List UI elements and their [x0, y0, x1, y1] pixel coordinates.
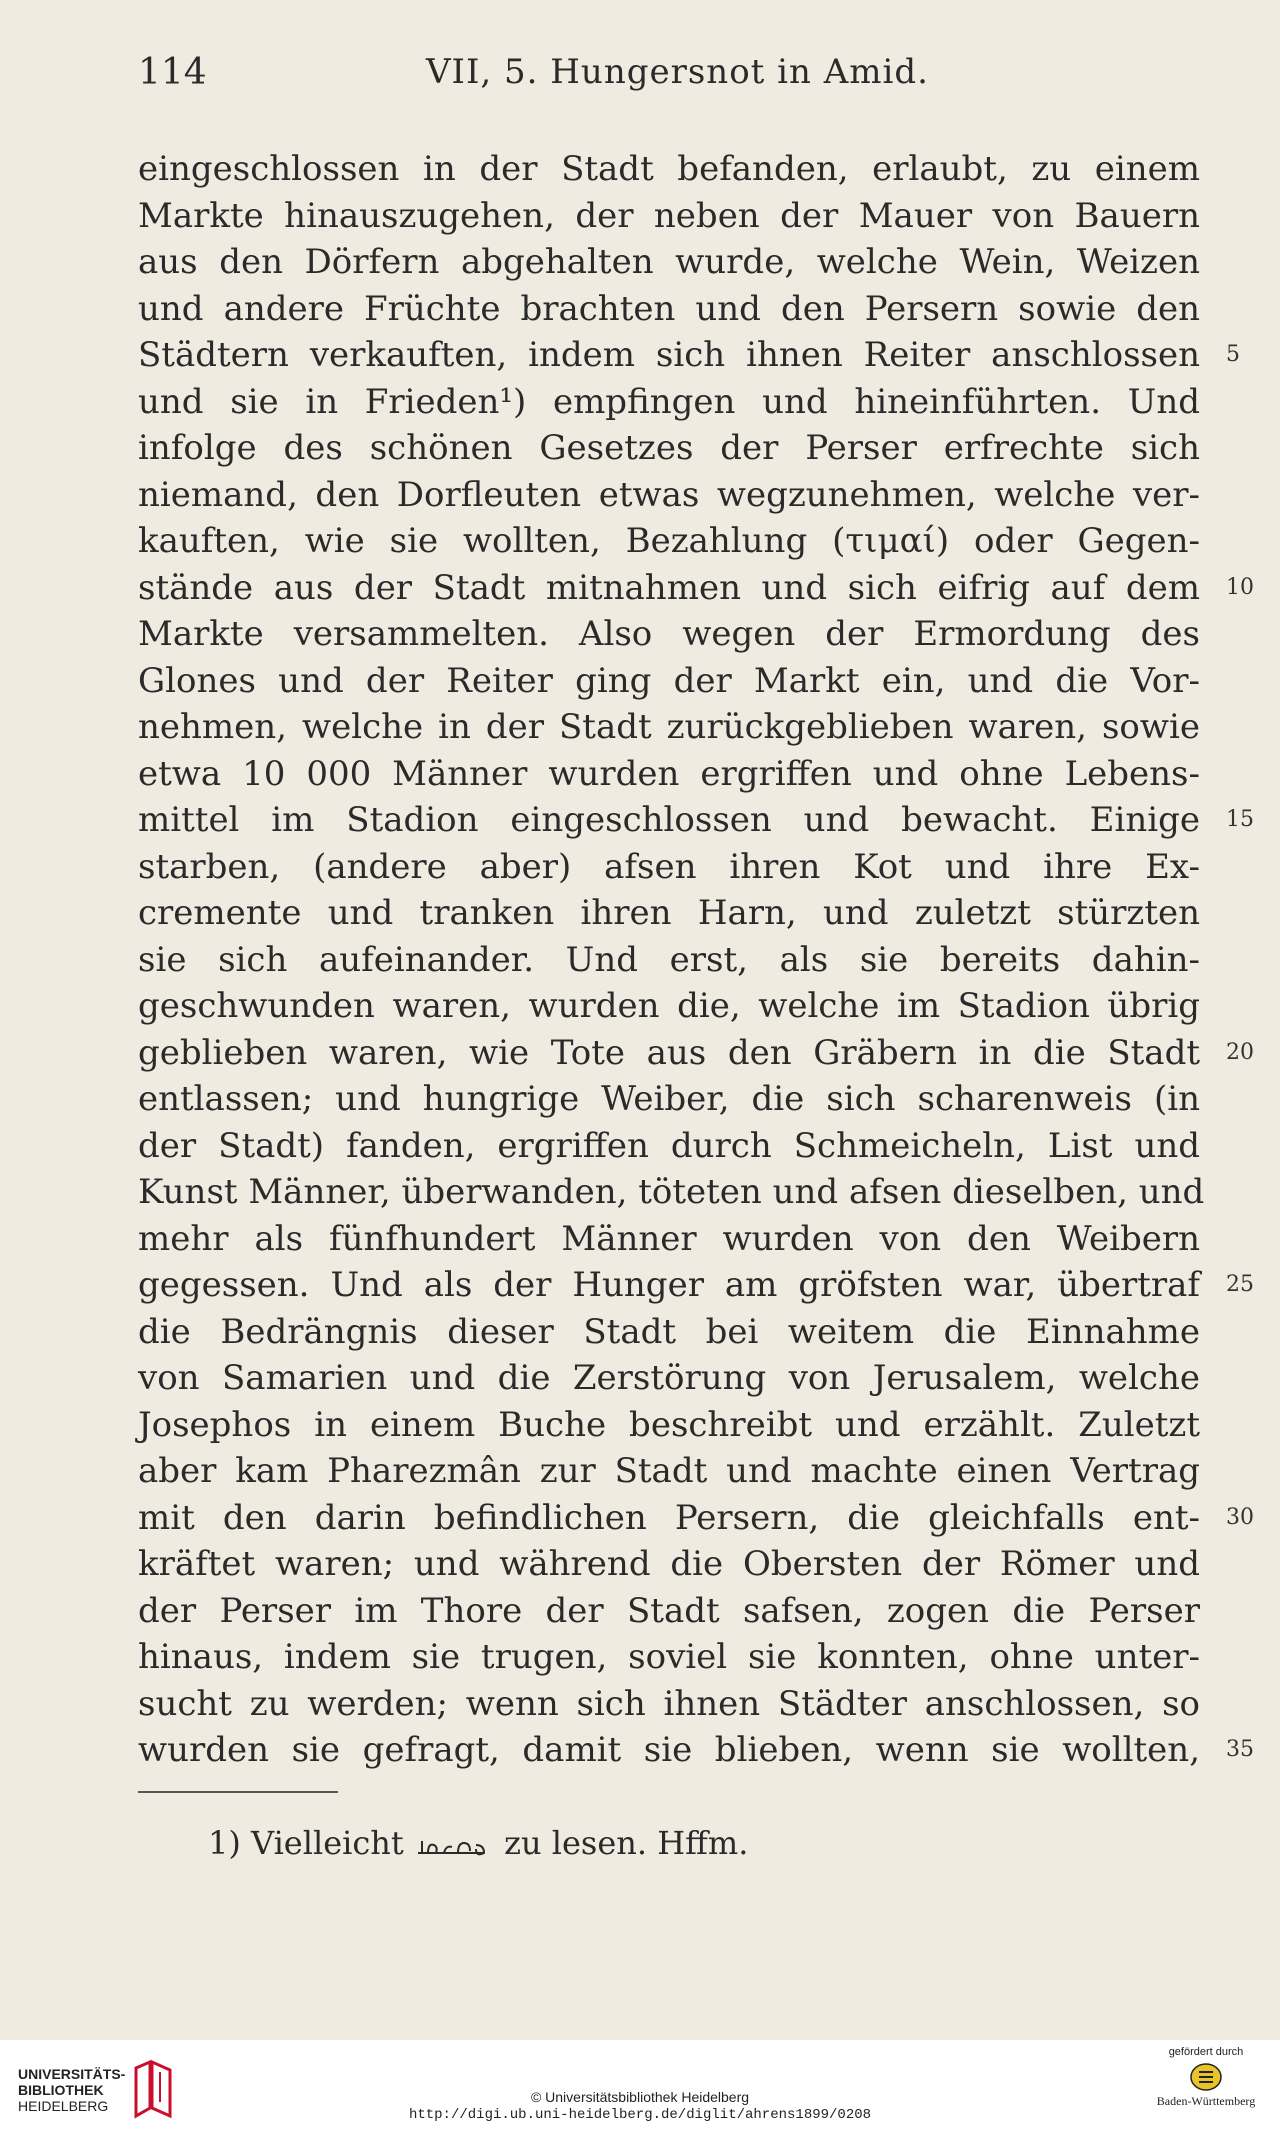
sponsor-name: Baden-Württemberg	[1156, 2094, 1256, 2108]
text-line: kauften, wie sie wollten, Bezahlung (τιμαί) oder Gegen-	[138, 521, 1200, 561]
text-line: stände aus der Stadt mitnahmen und sich eifrig auf dem	[138, 567, 1200, 608]
text-line: von Samarien und die Zerstörung von Jerusalem, welche	[138, 1358, 1200, 1398]
text-line: geblieben waren, wie Tote aus den Gräbern in die Stadt	[138, 1032, 1200, 1073]
text-line: Städtern verkauften, indem sich ihnen Reiter anschlossen	[138, 335, 1200, 375]
text-line: mehr als fünfhundert Männer wurden von den Weibern	[138, 1218, 1200, 1259]
text-line: gegessen. Und als der Hunger am gröfsten war, übertraf	[138, 1265, 1200, 1305]
text-line: eingeschlossen in der Stadt befanden, erlaubt, zu einem	[138, 149, 1200, 189]
text-line: und andere Früchte brachten und den Persern sowie den	[138, 288, 1200, 329]
text-line: die Bedrängnis dieser Stadt bei weitem die Einnahme	[138, 1311, 1200, 1352]
text-line: nehmen, welche in der Stadt zurückgeblieben waren, sowie	[138, 707, 1200, 747]
text-line: Glones und der Reiter ging der Markt ein, und die Vor-	[138, 660, 1200, 701]
library-line-2: BIBLIOTHEK	[18, 2082, 104, 2098]
text-line: hinaus, indem sie trugen, soviel sie konnten, ohne unter-	[138, 1637, 1200, 1677]
line-number: 25	[1226, 1272, 1254, 1297]
running-head: VII, 5. Hungersnot in Amid.	[426, 52, 929, 92]
digitization-footer	[0, 2040, 1280, 2134]
text-line: aus den Dörfern abgehalten wurde, welche Wein, Weizen	[138, 242, 1200, 282]
line-number: 15	[1226, 807, 1254, 832]
coat-of-arms-icon	[1189, 2062, 1223, 2092]
text-line: Markte versammelten. Also wegen der Ermordung des	[138, 614, 1200, 654]
text-line: cremente und tranken ihren Harn, und zuletzt stürzten	[138, 893, 1200, 933]
text-line: Josephos in einem Buche beschreibt und erzählt. Zuletzt	[138, 1404, 1200, 1445]
text-line: der Perser im Thore der Stadt safsen, zogen die Perser	[138, 1590, 1200, 1631]
text-line: entlassen; und hungrige Weiber, die sich scharenweis (in	[138, 1079, 1200, 1119]
sponsor-label: gefördert durch	[1168, 2046, 1244, 2058]
library-line-3: HEIDELBERG	[18, 2098, 109, 2114]
line-number: 35	[1226, 1737, 1254, 1762]
page-header	[138, 52, 1198, 102]
footnote-rule	[138, 1791, 338, 1793]
line-number: 5	[1226, 342, 1240, 367]
text-line: kräftet waren; und während die Obersten der Römer und	[138, 1544, 1200, 1584]
sponsor-block	[1146, 2046, 1266, 2109]
text-line: mit den darin befindlichen Persern, die gleichfalls ent-	[138, 1497, 1200, 1538]
text-line: geschwunden waren, wurden die, welche im Stadion übrig	[138, 986, 1200, 1026]
page-number: 114	[138, 52, 207, 93]
text-line: wurden sie gefragt, damit sie blieben, wenn sie wollten,	[138, 1730, 1200, 1770]
footnote-suffix: zu lesen. Hffm.	[504, 1824, 749, 1862]
copyright-text: © Universitätsbibliothek Heidelberg	[530, 2089, 750, 2105]
line-number: 20	[1226, 1039, 1254, 1065]
text-line: Kunst Männer, überwanden, töteten und afsen dieselben, und	[138, 1172, 1205, 1212]
text-line: infolge des schönen Gesetzes der Perser erfrechte sich	[138, 428, 1200, 468]
text-line: der Stadt) fanden, ergriffen durch Schmeicheln, List und	[138, 1125, 1200, 1166]
text-line: Markte hinauszugehen, der neben der Mauer von Bauern	[138, 195, 1200, 236]
body-text	[138, 146, 1205, 1774]
text-line: und sie in Frieden¹) empfingen und hineinführten. Und	[138, 381, 1200, 422]
text-line: etwa 10 000 Männer wurden ergriffen und ohne Lebens-	[138, 753, 1200, 794]
library-line-1: UNIVERSITÄTS-	[18, 2066, 126, 2082]
page-url[interactable]: http://digi.ub.uni-heidelberg.de/diglit/ahrens1899/0208	[408, 2107, 872, 2123]
text-line: mittel im Stadion eingeschlossen und bewacht. Einige	[138, 800, 1200, 840]
footnote	[208, 1824, 748, 1862]
line-number: 30	[1226, 1504, 1254, 1530]
line-number: 10	[1226, 574, 1254, 600]
text-line: niemand, den Dorfleuten etwas wegzunehmen, welche ver-	[138, 474, 1200, 515]
text-line: sucht zu werden; wenn sich ihnen Städter anschlossen, so	[138, 1683, 1200, 1724]
text-line: aber kam Pharezmân zur Stadt und machte einen Vertrag	[138, 1451, 1200, 1491]
footnote-prefix: 1) Vielleicht	[208, 1824, 404, 1862]
text-line: sie sich aufeinander. Und erst, als sie bereits dahin-	[138, 939, 1200, 980]
syriac-word-image	[414, 1833, 494, 1859]
text-line: starben, (andere aber) afsen ihren Kot und ihre Ex-	[138, 846, 1200, 887]
copyright-block	[0, 2088, 1280, 2124]
